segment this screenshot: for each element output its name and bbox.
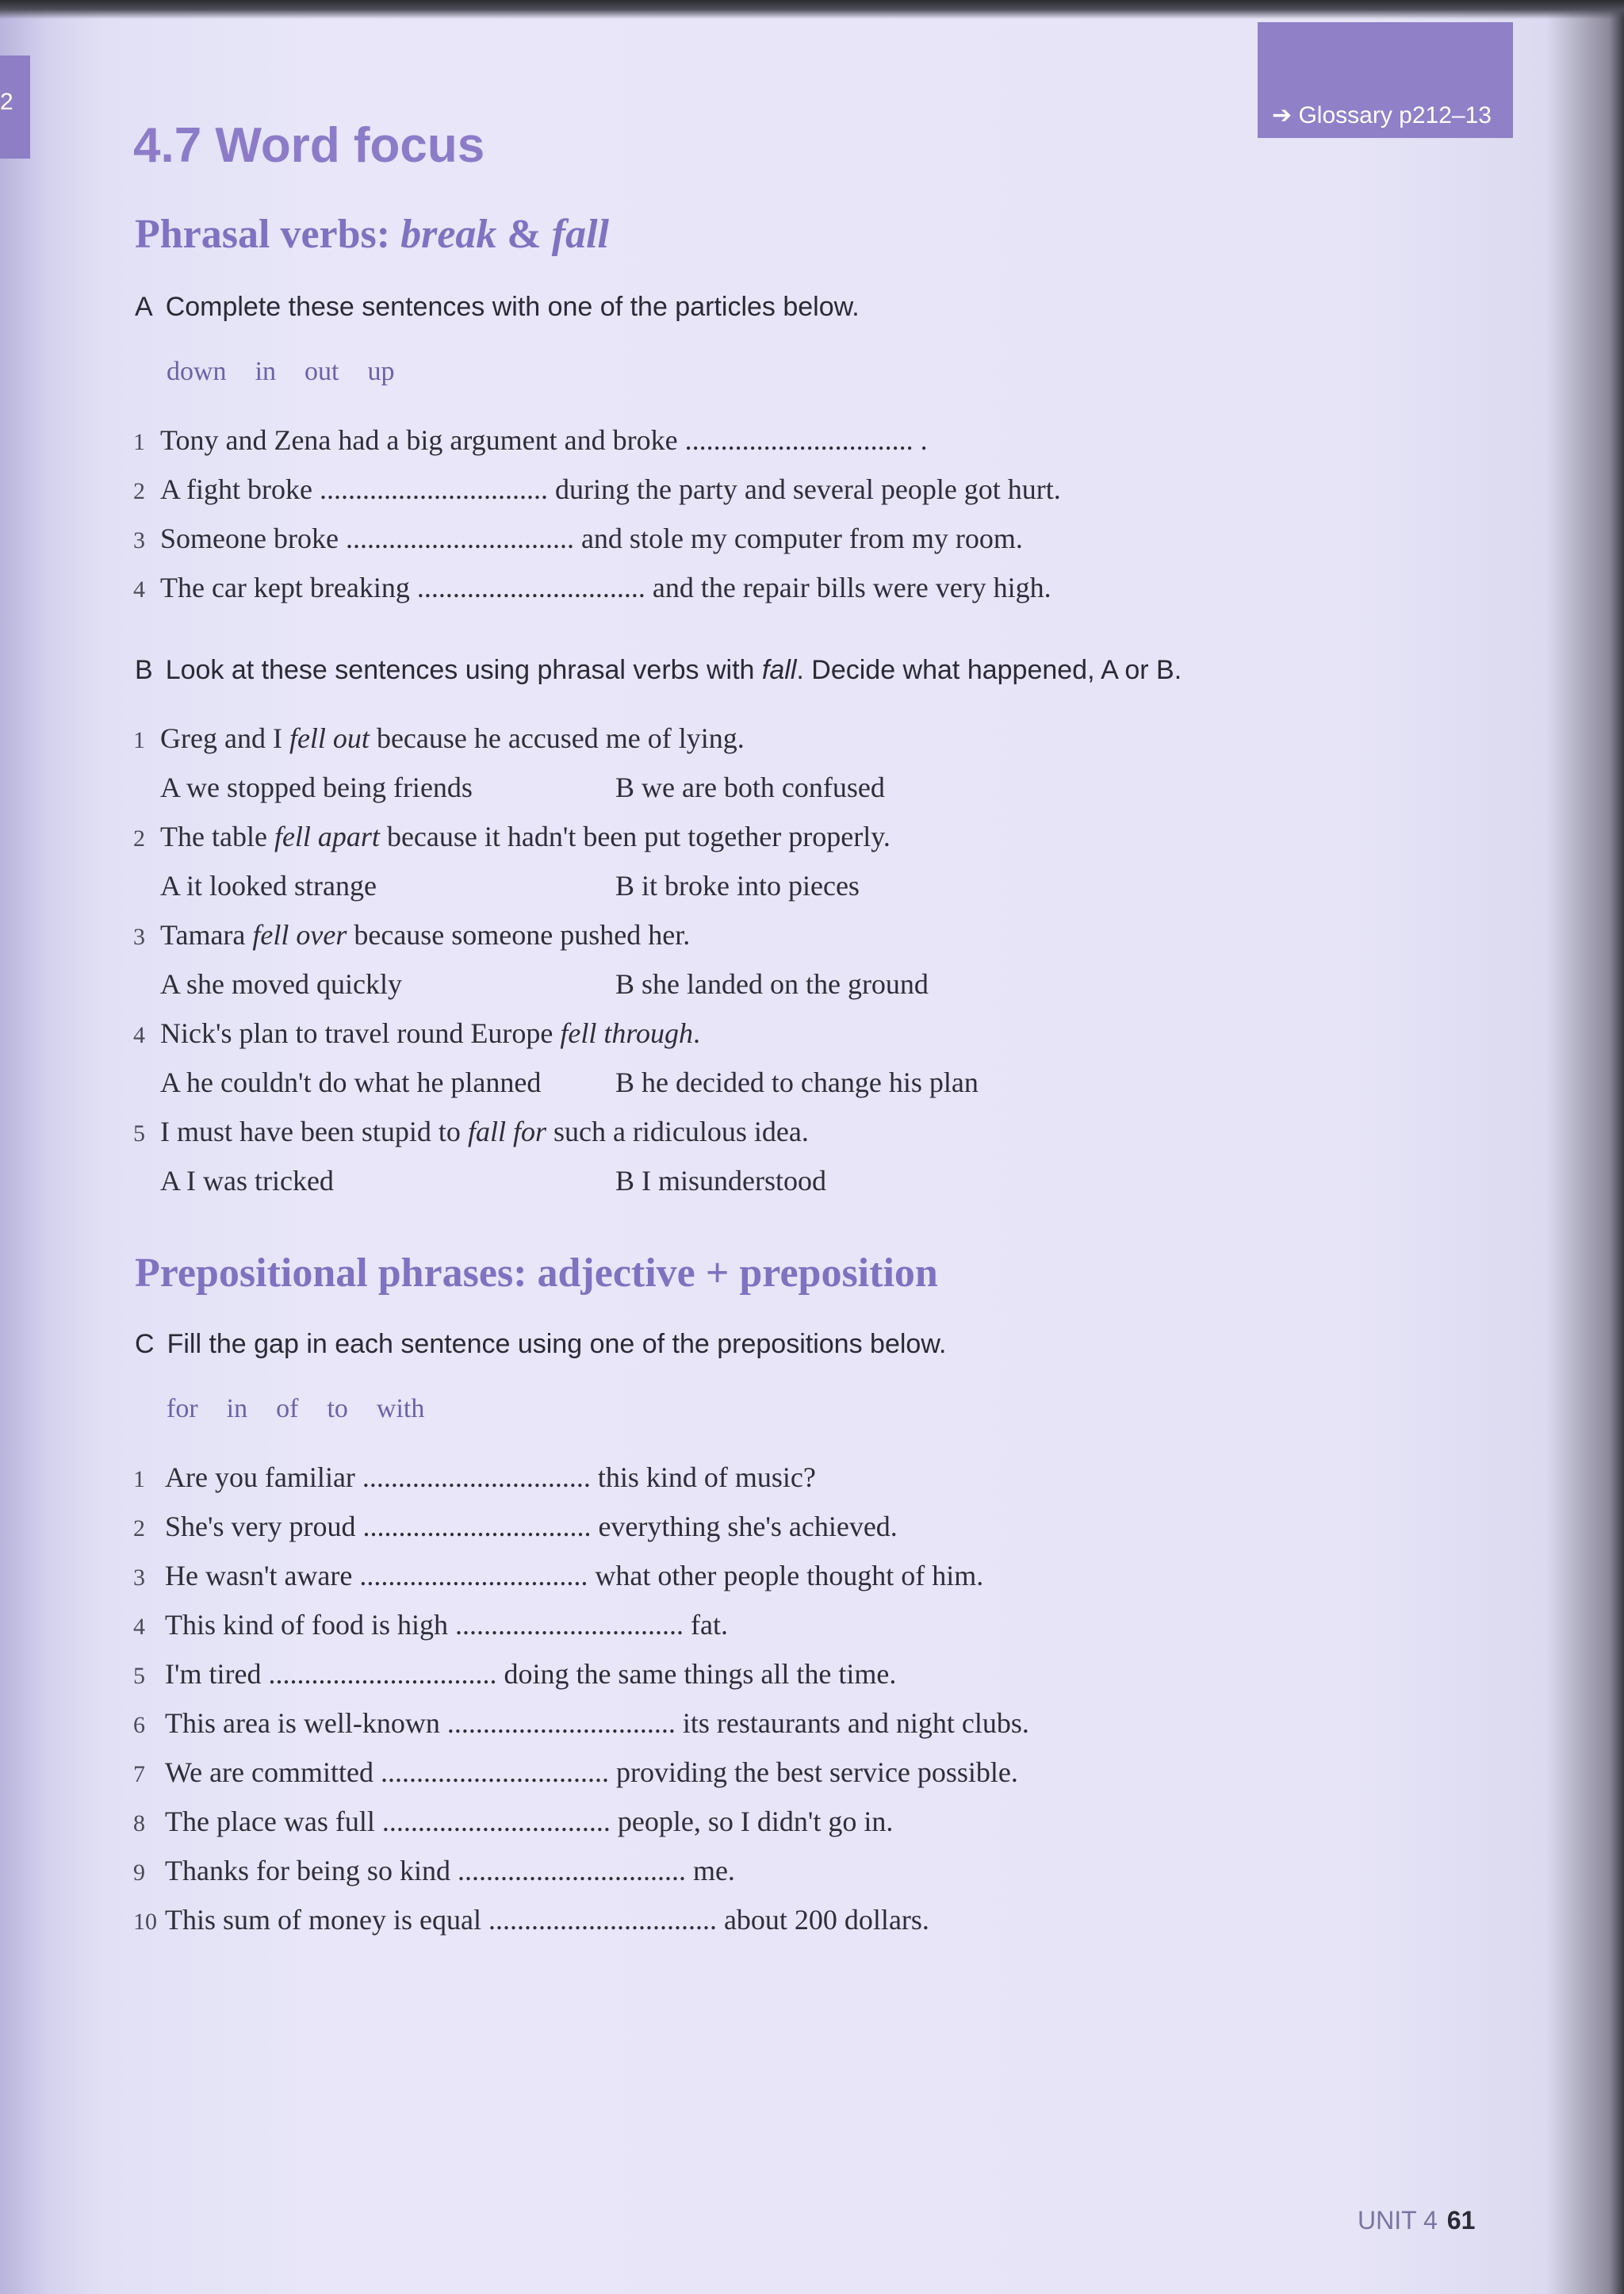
sentence-start: I'm tired: [165, 1658, 262, 1690]
item-number: 2: [133, 1515, 145, 1541]
sentence-start: This kind of food is high: [165, 1609, 448, 1641]
sentence-end: such a ridiculous idea.: [546, 1116, 809, 1147]
item-number: 2: [133, 478, 145, 504]
option-b[interactable]: B I misunderstood: [615, 1165, 826, 1197]
item-number: 6: [133, 1712, 145, 1738]
word-option: up: [367, 357, 395, 386]
answer-blank[interactable]: ................................: [450, 1855, 686, 1886]
sentence-start: This sum of money is equal: [165, 1904, 481, 1936]
sentence-end: about 200 dollars.: [716, 1904, 929, 1936]
item-number: 3: [133, 527, 145, 553]
page-footer: [1358, 2206, 1475, 2235]
word-option: for: [167, 1394, 198, 1423]
instruction-text-end: . Decide what happened, A or B.: [796, 655, 1182, 685]
option-b[interactable]: B she landed on the ground: [615, 968, 929, 1000]
item-number: 3: [133, 1564, 145, 1591]
item-number: 3: [133, 924, 145, 950]
exercise-c-item: [133, 1461, 816, 1494]
exercise-c-item: [133, 1608, 728, 1641]
exercise-c-item: [133, 1805, 893, 1838]
sentence-end: its restaurants and night clubs.: [675, 1707, 1029, 1739]
item-number: 1: [133, 429, 145, 455]
sentence-end: and stole my computer from my room.: [573, 523, 1023, 554]
answer-blank[interactable]: ................................: [373, 1756, 609, 1788]
exercise-a-item: [133, 473, 1061, 506]
sentence-end: this kind of music?: [590, 1461, 816, 1493]
item-number: 8: [133, 1810, 145, 1836]
sentence-end: providing the best service possible.: [609, 1756, 1018, 1788]
answer-blank[interactable]: ................................: [677, 424, 914, 456]
exercise-letter: B: [135, 655, 153, 685]
answer-blank[interactable]: ................................: [448, 1609, 684, 1641]
instruction-text: Fill the gap in each sentence using one of the prepositions below.: [167, 1329, 947, 1359]
phrasal-verb: fell apart: [274, 821, 380, 852]
word-option: to: [327, 1394, 348, 1423]
sentence-end: and the repair bills were very high.: [645, 572, 1051, 603]
exercise-a-item: [133, 571, 1051, 604]
phrasal-verb: fell out: [289, 722, 370, 754]
option-a[interactable]: A we stopped being friends: [160, 772, 473, 803]
sentence-start: The table: [160, 821, 274, 852]
exercise-letter: A: [135, 292, 153, 322]
top-shadow: [0, 0, 1624, 19]
heading-ampersand: &: [496, 212, 552, 257]
sentence-start: Tamara: [160, 919, 253, 951]
left-margin-tab-number: 2: [0, 89, 13, 115]
exercise-c-item: [133, 1903, 929, 1936]
sentence-start: The place was full: [165, 1806, 375, 1837]
option-a[interactable]: A I was tricked: [160, 1165, 334, 1197]
heading-text: Phrasal verbs:: [135, 212, 401, 257]
phrasal-verb: fell over: [252, 919, 347, 951]
word-box-particles: [167, 357, 423, 387]
exercise-b-item: [133, 918, 690, 952]
item-number: 10: [133, 1909, 157, 1935]
heading-italic-fall: fall: [551, 212, 609, 257]
item-number: 1: [133, 1466, 145, 1492]
exercise-letter: C: [135, 1329, 155, 1359]
answer-blank[interactable]: ................................: [352, 1560, 588, 1591]
exercise-b-item: [133, 722, 745, 755]
option-a[interactable]: A he couldn't do what he planned: [160, 1067, 542, 1098]
sentence-end: doing the same things all the time.: [496, 1658, 897, 1690]
answer-blank[interactable]: ................................: [409, 572, 645, 603]
phrasal-verb: fell through: [560, 1017, 694, 1049]
page-number: 61: [1446, 2206, 1476, 2235]
answer-blank[interactable]: ................................: [374, 1806, 611, 1837]
sentence-end: because someone pushed her.: [347, 919, 691, 951]
section-heading-prepositional-phrases: Prepositional phrases: adjective + preposition: [135, 1250, 938, 1296]
sentence-start: This area is well-known: [165, 1707, 440, 1739]
exercise-c-item: [133, 1854, 735, 1887]
phrasal-verb: fall for: [467, 1116, 546, 1147]
heading-italic-break: break: [400, 212, 497, 257]
exercise-c-item: [133, 1756, 1018, 1789]
instruction-b: [135, 655, 1182, 686]
item-number: 9: [133, 1859, 145, 1886]
sentence-end: because it hadn't been put together properly.: [379, 821, 891, 852]
sentence-end: .: [913, 424, 928, 456]
sentence-end: .: [693, 1017, 701, 1049]
sentence-start: Nick's plan to travel round Europe: [160, 1017, 561, 1049]
answer-blank[interactable]: ................................: [355, 1511, 592, 1542]
word-option: in: [226, 1394, 248, 1423]
answer-blank[interactable]: ................................: [261, 1658, 497, 1690]
item-number: 1: [133, 727, 145, 753]
answer-blank[interactable]: ................................: [481, 1904, 717, 1936]
exercise-c-item: [133, 1657, 896, 1691]
sentence-start: Greg and I: [160, 722, 289, 754]
word-option: down: [167, 357, 227, 386]
sentence-start: She's very proud: [165, 1511, 356, 1542]
item-number: 4: [133, 576, 145, 603]
word-option: in: [255, 357, 277, 386]
exercise-b-item: [133, 1017, 700, 1050]
instruction-text: Complete these sentences with one of the particles below.: [165, 292, 860, 322]
option-a[interactable]: A she moved quickly: [160, 968, 402, 1000]
sentence-start: A fight broke: [160, 473, 312, 505]
option-b[interactable]: B we are both confused: [615, 772, 885, 803]
section-heading-phrasal-verbs: [135, 211, 609, 258]
answer-blank[interactable]: ................................: [338, 523, 574, 554]
sentence-end: people, so I didn't go in.: [610, 1806, 894, 1837]
sentence-end: everything she's achieved.: [591, 1511, 898, 1542]
answer-blank[interactable]: ................................: [312, 473, 548, 505]
item-number: 5: [133, 1120, 145, 1147]
sentence-end: fat.: [684, 1609, 728, 1641]
sentence-end: because he accused me of lying.: [369, 722, 745, 754]
word-box-prepositions: [167, 1394, 453, 1424]
sentence-start: Are you familiar: [165, 1461, 355, 1493]
page-title: 4.7 Word focus: [133, 118, 485, 173]
answer-blank[interactable]: ................................: [439, 1707, 676, 1739]
sentence-end: what other people thought of him.: [588, 1560, 984, 1591]
sentence-start: The car kept breaking: [160, 572, 410, 603]
word-option: with: [376, 1394, 425, 1423]
sentence-start: He wasn't aware: [165, 1560, 353, 1591]
word-option: out: [304, 357, 339, 386]
instruction-italic: fall: [761, 655, 797, 685]
instruction-a: [135, 292, 860, 323]
exercise-a-item: [133, 423, 928, 457]
glossary-reference: ➔ Glossary p212–13: [1272, 102, 1492, 128]
exercise-c-item: [133, 1510, 898, 1543]
answer-blank[interactable]: ................................: [354, 1461, 591, 1493]
instruction-text: Look at these sentences using phrasal verbs with: [165, 655, 762, 685]
instruction-c: [135, 1329, 946, 1360]
sentence-start: Thanks for being so kind: [165, 1855, 450, 1886]
option-b[interactable]: B he decided to change his plan: [615, 1067, 979, 1098]
option-a[interactable]: A it looked strange: [160, 870, 377, 902]
sentence-start: Tony and Zena had a big argument and broke: [160, 424, 678, 456]
unit-label: UNIT 4: [1358, 2206, 1438, 2235]
sentence-start: We are committed: [165, 1756, 373, 1788]
item-number: 7: [133, 1761, 145, 1787]
item-number: 4: [133, 1614, 145, 1640]
exercise-c-item: [133, 1706, 1029, 1740]
exercise-b-item: [133, 1115, 809, 1148]
option-b[interactable]: B it broke into pieces: [615, 870, 860, 902]
exercise-b-item: [133, 820, 891, 853]
item-number: 2: [133, 825, 145, 852]
sentence-start: Someone broke: [160, 523, 339, 554]
sentence-end: during the party and several people got hurt.: [547, 473, 1061, 505]
sentence-end: me.: [685, 1855, 735, 1886]
exercise-c-item: [133, 1559, 983, 1592]
exercise-a-item: [133, 522, 1023, 555]
item-number: 4: [133, 1022, 145, 1048]
word-option: of: [276, 1394, 299, 1423]
sentence-start: I must have been stupid to: [160, 1116, 468, 1147]
item-number: 5: [133, 1663, 145, 1689]
